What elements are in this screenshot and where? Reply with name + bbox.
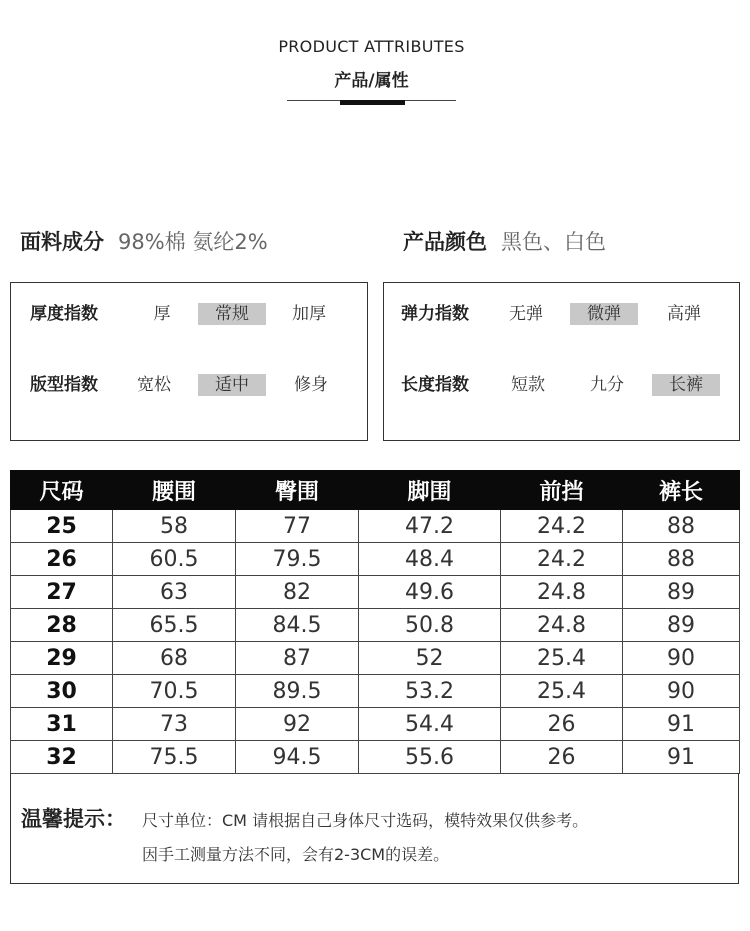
composition-value: 98%棉 氨纶2% <box>118 230 268 254</box>
attribute-box-left <box>10 282 368 441</box>
length-cell: 89 <box>623 609 740 642</box>
table-row <box>11 675 740 708</box>
header-hip: 臀围 <box>236 471 359 510</box>
header-title-en: PRODUCT ATTRIBUTES <box>278 37 465 56</box>
size-cell: 32 <box>11 741 113 774</box>
hip-cell: 89.5 <box>236 675 359 708</box>
header-front-rise: 前挡 <box>501 471 623 510</box>
length-cell: 88 <box>623 543 740 576</box>
color-value: 黑色、白色 <box>501 230 606 254</box>
elasticity-option: 微弹 <box>570 303 638 325</box>
hip-cell: 94.5 <box>236 741 359 774</box>
thickness-option: 加厚 <box>292 304 326 324</box>
color-info <box>403 226 606 256</box>
length-row <box>384 374 739 396</box>
length-option: 九分 <box>590 375 624 395</box>
leg-opening-cell: 47.2 <box>359 510 501 543</box>
waist-cell: 60.5 <box>113 543 236 576</box>
size-cell: 29 <box>11 642 113 675</box>
hip-cell: 84.5 <box>236 609 359 642</box>
leg-opening-cell: 53.2 <box>359 675 501 708</box>
table-row <box>11 609 740 642</box>
size-cell: 27 <box>11 576 113 609</box>
size-cell: 30 <box>11 675 113 708</box>
attribute-box-right <box>383 282 740 441</box>
leg-opening-cell: 52 <box>359 642 501 675</box>
header-leg-opening: 脚围 <box>359 471 501 510</box>
fit-option: 宽松 <box>137 375 171 395</box>
hip-cell: 92 <box>236 708 359 741</box>
size-cell: 31 <box>11 708 113 741</box>
front-rise-cell: 24.2 <box>501 543 623 576</box>
tip-line-1: 尺寸单位：CM 请根据自己身体尺寸选码，模特效果仅供参考。 <box>142 811 589 830</box>
header-waist: 腰围 <box>113 471 236 510</box>
table-row <box>11 510 740 543</box>
front-rise-cell: 26 <box>501 708 623 741</box>
front-rise-cell: 24.8 <box>501 609 623 642</box>
elasticity-row <box>384 303 739 325</box>
length-cell: 91 <box>623 708 740 741</box>
waist-cell: 68 <box>113 642 236 675</box>
thickness-option: 厚 <box>153 304 171 324</box>
fit-option: 修身 <box>294 375 328 395</box>
front-rise-cell: 24.2 <box>501 510 623 543</box>
waist-cell: 70.5 <box>113 675 236 708</box>
front-rise-cell: 24.8 <box>501 576 623 609</box>
front-rise-cell: 25.4 <box>501 675 623 708</box>
leg-opening-cell: 50.8 <box>359 609 501 642</box>
size-cell: 26 <box>11 543 113 576</box>
waist-cell: 75.5 <box>113 741 236 774</box>
header-accent-bar <box>340 100 405 105</box>
hip-cell: 77 <box>236 510 359 543</box>
hip-cell: 87 <box>236 642 359 675</box>
fit-label: 版型指数 <box>30 375 98 395</box>
header-size: 尺码 <box>11 471 113 510</box>
header-length: 裤长 <box>623 471 740 510</box>
table-row <box>11 708 740 741</box>
hip-cell: 82 <box>236 576 359 609</box>
elasticity-option: 高弹 <box>667 304 701 324</box>
length-cell: 90 <box>623 675 740 708</box>
waist-cell: 65.5 <box>113 609 236 642</box>
elasticity-option: 无弹 <box>509 304 543 324</box>
size-table-body <box>11 510 740 774</box>
length-cell: 90 <box>623 642 740 675</box>
waist-cell: 63 <box>113 576 236 609</box>
length-cell: 88 <box>623 510 740 543</box>
size-cell: 25 <box>11 510 113 543</box>
leg-opening-cell: 49.6 <box>359 576 501 609</box>
leg-opening-cell: 48.4 <box>359 543 501 576</box>
waist-cell: 58 <box>113 510 236 543</box>
hip-cell: 79.5 <box>236 543 359 576</box>
length-cell: 89 <box>623 576 740 609</box>
size-table <box>10 470 740 774</box>
tip-title: 温馨提示： <box>21 807 126 831</box>
table-row <box>11 741 740 774</box>
elasticity-label: 弹力指数 <box>401 304 469 324</box>
front-rise-cell: 26 <box>501 741 623 774</box>
composition-info <box>20 226 268 256</box>
color-label: 产品颜色 <box>403 230 487 254</box>
composition-label: 面料成分 <box>20 230 104 254</box>
thickness-row <box>11 303 367 325</box>
tip-line-2: 因手工测量方法不同，会有2-3CM的误差。 <box>142 845 450 864</box>
size-table-header <box>11 471 740 510</box>
table-row <box>11 543 740 576</box>
table-row <box>11 576 740 609</box>
front-rise-cell: 25.4 <box>501 642 623 675</box>
thickness-option: 常规 <box>198 303 266 325</box>
fit-row <box>11 374 367 396</box>
tip-box <box>10 773 739 884</box>
header-title-cn: 产品/属性 <box>334 71 409 91</box>
waist-cell: 73 <box>113 708 236 741</box>
thickness-label: 厚度指数 <box>30 304 98 324</box>
length-option: 长裤 <box>652 374 720 396</box>
table-row <box>11 642 740 675</box>
length-label: 长度指数 <box>401 375 469 395</box>
length-cell: 91 <box>623 741 740 774</box>
length-option: 短款 <box>511 375 545 395</box>
fit-option: 适中 <box>198 374 266 396</box>
leg-opening-cell: 55.6 <box>359 741 501 774</box>
leg-opening-cell: 54.4 <box>359 708 501 741</box>
size-cell: 28 <box>11 609 113 642</box>
